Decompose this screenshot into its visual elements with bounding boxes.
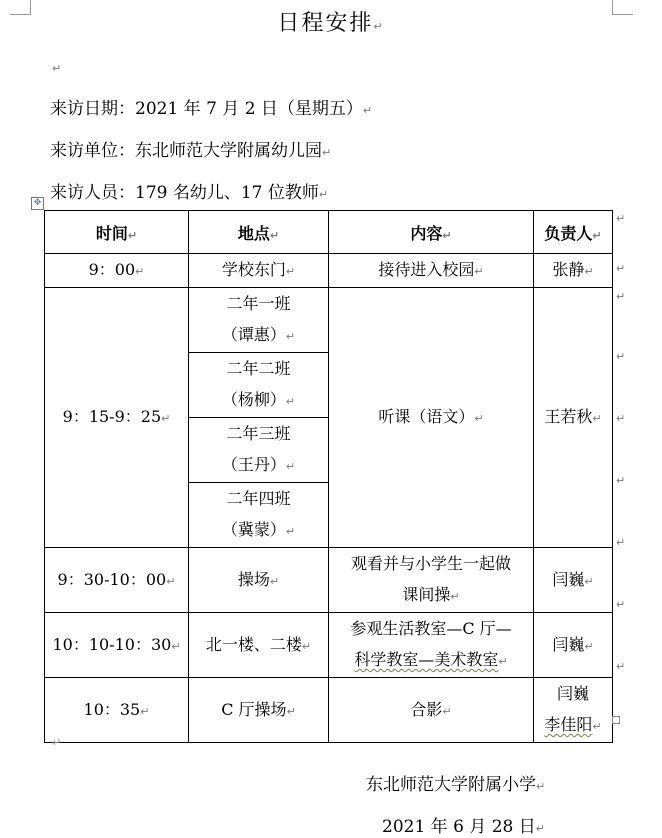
paragraph-mark: ↵ — [52, 62, 62, 75]
header-time: 时间↵ — [45, 211, 189, 254]
visit-people: 来访人员：179 名幼儿、17 位教师↵ — [50, 183, 329, 203]
cell-place: 北一楼、二楼↵ — [189, 613, 329, 678]
visit-date: 来访日期：2021 年 7 月 2 日（星期五）↵ — [50, 99, 373, 119]
table-move-handle-icon[interactable]: ✥ — [31, 197, 44, 210]
cell-content: 观看并与小学生一起做 课间操↵ — [329, 548, 534, 613]
schedule-table — [44, 210, 613, 743]
row-end-mark: ↵ — [616, 412, 626, 425]
row-end-mark: ↵ — [616, 536, 626, 549]
cell-class: 二年一班 （谭惠）↵ — [189, 288, 329, 353]
header-content: 内容↵ — [329, 211, 534, 254]
paragraph-mark: ↵ — [52, 736, 62, 749]
cell-place: 操场↵ — [189, 548, 329, 613]
cell-class: 二年二班 （杨柳）↵ — [189, 353, 329, 418]
row-end-mark: ↵ — [616, 350, 626, 363]
cell-person: 王若秋↵ — [534, 288, 613, 548]
cell-content: 听课（语文）↵ — [329, 288, 534, 548]
cell-time: 9：30-10：00↵ — [45, 548, 189, 613]
visit-unit: 来访单位：东北师范大学附属幼儿园↵ — [50, 141, 332, 161]
row-end-mark: ↵ — [616, 212, 626, 225]
cell-content: 合影↵ — [329, 678, 534, 743]
table-row — [45, 548, 613, 613]
table-header-row — [45, 211, 613, 254]
signature-date: 2021 年 6 月 28 日↵ — [382, 817, 545, 837]
signature-org: 东北师范大学附属小学↵ — [366, 775, 546, 795]
table-row — [45, 288, 613, 353]
page-title: 日程安排↵ — [277, 11, 385, 36]
cell-content: 参观生活教室—C 厅— 科学教室—美术教室↵ — [329, 613, 534, 678]
cell-time: 10：35↵ — [45, 678, 189, 743]
table-row — [45, 678, 613, 743]
row-end-mark: ↵ — [616, 290, 626, 303]
table-row — [45, 254, 613, 288]
table-row — [45, 613, 613, 678]
header-place: 地点↵ — [189, 211, 329, 254]
cell-content: 接待进入校园↵ — [329, 254, 534, 288]
header-person: 负责人↵ — [534, 211, 613, 254]
cell-place: C 厅操场↵ — [189, 678, 329, 743]
cell-class: 二年三班 （王丹）↵ — [189, 418, 329, 483]
cell-time: 9：15-9：25↵ — [45, 288, 189, 548]
cell-class: 二年四班 （冀蒙）↵ — [189, 483, 329, 548]
cell-time: 10：10-10：30↵ — [45, 613, 189, 678]
row-end-mark: ↵ — [616, 474, 626, 487]
cell-place: 学校东门↵ — [189, 254, 329, 288]
row-end-mark: ↵ — [616, 262, 626, 275]
cell-person: 闫巍↵ — [534, 613, 613, 678]
cell-person: 闫巍↵ — [534, 548, 613, 613]
row-end-mark: ↵ — [616, 598, 626, 611]
row-end-mark: ↵ — [616, 660, 626, 673]
cell-person: 闫巍 李佳阳↵ — [534, 678, 613, 743]
cell-person: 张静↵ — [534, 254, 613, 288]
table-resize-handle[interactable] — [612, 716, 620, 724]
cell-time: 9：00↵ — [45, 254, 189, 288]
